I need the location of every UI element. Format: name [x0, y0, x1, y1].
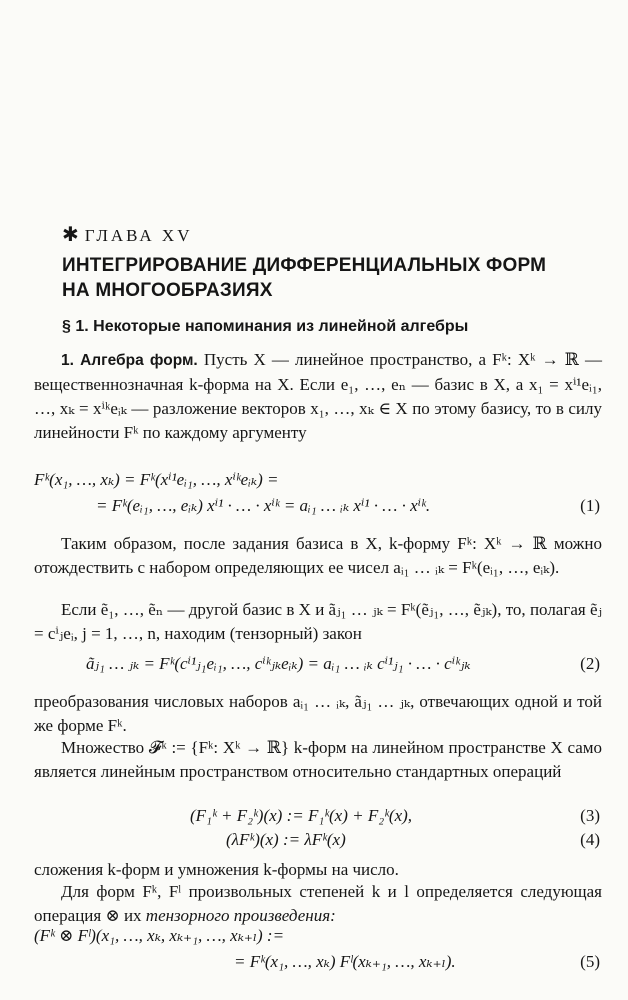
- equation-3: (F₁ᵏ + F₂ᵏ)(x) := F₁ᵏ(x) + F₂ᵏ(x),: [190, 806, 413, 825]
- paragraph-space-of-forms: Множество 𝓕ᵏ := {Fᵏ: Xᵏ → ℝ} k-форм на линейном пространстве X само является линейным пространством относительно стандартных операций: [34, 738, 602, 781]
- equation-5-line-1: (Fᵏ ⊗ Fˡ)(x₁, …, xₖ, xₖ₊₁, …, xₖ₊ₗ) :=: [34, 926, 285, 945]
- paragraph-operations: сложения k-форм и умножения k-формы на число.: [34, 860, 399, 879]
- tensor-product-term: тензорного произведения:: [145, 906, 336, 925]
- equation-5-number: (5): [580, 952, 600, 971]
- equation-4: (λFᵏ)(x) := λFᵏ(x): [226, 830, 346, 849]
- equation-3-number: (3): [580, 806, 600, 825]
- paragraph-other-basis: Если ẽ₁, …, ẽₙ — другой базис в X и ãⱼ₁ … ⱼₖ = Fᵏ(ẽⱼ₁, …, ẽⱼₖ), то, полагая ẽⱼ = cⁱⱼeᵢ, j = 1, …, n, находим (тензорный) закон: [34, 600, 602, 643]
- equation-5-line-2: = Fᵏ(x₁, …, xₖ) Fˡ(xₖ₊₁, …, xₖ₊ₗ).: [234, 952, 456, 971]
- chapter-title: [62, 253, 546, 303]
- paragraph-text: Для форм Fᵏ, Fˡ произвольных степеней k и l определяется следующая операция ⊗ их: [34, 882, 602, 925]
- paragraph-tensor-product: [34, 880, 602, 928]
- section-heading: § 1. Некоторые напоминания из линейной алгебры: [62, 318, 469, 335]
- equation-2-number: (2): [580, 654, 600, 673]
- equation-1-line-2: = Fᵏ(eᵢ₁, …, eᵢₖ) xⁱ¹ · … · xⁱᵏ = aᵢ₁ … ᵢₖ xⁱ¹ · … · xⁱᵏ.: [96, 496, 431, 515]
- equation-1-line-1: Fᵏ(x₁, …, xₖ) = Fᵏ(xⁱ¹eᵢ₁, …, xⁱᵏeᵢₖ) =: [34, 470, 279, 489]
- equation-2: ãⱼ₁ … ⱼₖ = Fᵏ(cⁱ¹ⱼ₁eᵢ₁, …, cⁱᵏⱼₖeᵢₖ) = aᵢ₁ … ᵢₖ cⁱ¹ⱼ₁ · … · cⁱᵏⱼₖ: [86, 654, 471, 673]
- paragraph-transformation: преобразования числовых наборов aᵢ₁ … ᵢₖ, ãⱼ₁ … ⱼₖ, отвечающих одной и той же форме Fᵏ.: [34, 692, 602, 735]
- star-icon: ✱: [62, 224, 79, 246]
- subsection-heading: 1. Алгебра форм.: [61, 352, 198, 369]
- paragraph-algebra-of-forms: [34, 348, 602, 445]
- chapter-heading: [62, 222, 192, 247]
- paragraph-basis-identification: Таким образом, после задания базиса в X, k-форму Fᵏ: Xᵏ → ℝ можно отождествить с набором определяющих ее чисел aᵢ₁ … ᵢₖ = Fᵏ(eᵢ₁, …, eᵢₖ).: [34, 534, 602, 577]
- chapter-label: ГЛАВА XV: [84, 226, 193, 245]
- chapter-title-line-1: ИНТЕГРИРОВАНИЕ ДИФФЕРЕНЦИАЛЬНЫХ ФОРМ: [62, 255, 547, 276]
- equation-4-number: (4): [580, 830, 600, 849]
- equation-1-number: (1): [580, 496, 600, 515]
- paragraph-text: Пусть X — линейное пространство, а Fᵏ: Xᵏ → ℝ — вещественнозначная k-форма на X. Если e₁, …, eₙ — базис в X, а x₁ = xⁱ¹eᵢ₁, …, xₖ = xⁱᵏeᵢₖ — разложение векторов x₁, …, xₖ ∈ X по этому базису, то в силу линейности Fᵏ по каждому аргументу: [34, 350, 602, 442]
- chapter-title-line-2: НА МНОГООБРАЗИЯХ: [62, 280, 273, 301]
